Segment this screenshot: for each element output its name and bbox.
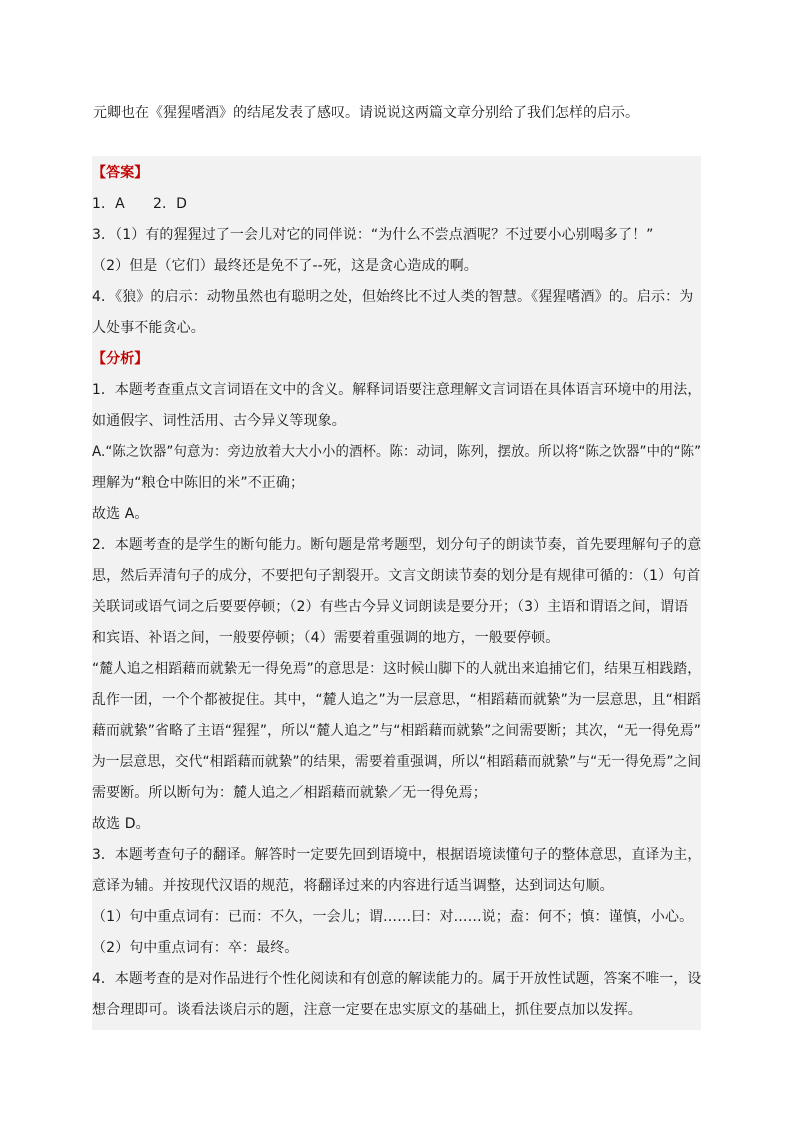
analysis-line-12: 藉而就絷”省略了主语“猩猩”，所以“麓人追之”与“相蹈藉而就絷”之间需要断；其次，“无一得免焉” [92,723,702,739]
analysis-line-17: 意译为辅。并按现代汉语的规范，将翻译过来的内容进行适当调整，达到词达句顺。 [92,878,614,894]
question-text: 元卿也在《猩猩嗜酒》的结尾发表了感叹。请说说这两篇文章分别给了我们怎样的启示。 [93,105,639,121]
analysis-line-11: 乱作一团，一个个都被捉住。其中，“麓人追之”为一层意思，“相蹈藉而就絷”为一层意思，且“相蹈 [92,692,701,708]
analysis-heading: 【分析】 [92,351,149,367]
analysis-line-5: 故选 A。 [92,506,149,522]
analysis-line-10: “麓人追之相蹈藉而就絷无一得免焉”的意思是：这时候山脚下的人就出来追捕它们，结果互相践踏， [92,661,702,677]
analysis-line-4: 理解为“粮仓中陈旧的米”不正确； [92,475,305,491]
analysis-line-9: 和宾语、补语之间，一般要停顿；（4）需要着重强调的地方，一般要停顿。 [92,630,560,646]
analysis-line-13: 为一层意思，交代“相蹈藉而就絷”的结果，需要着重强调，所以“相蹈藉而就絷”与“无一得免焉”之间 [92,754,702,770]
analysis-line-19: （2）句中重点词有：卒：最终。 [92,940,299,956]
answer-analysis-box [92,156,701,1030]
analysis-line-15: 故选 D。 [92,816,150,832]
analysis-line-21: 想合理即可。谈看法谈启示的题，注意一定要在忠实原文的基础上，抓住要点加以发挥。 [92,1002,642,1018]
answer-heading: 【答案】 [92,165,149,181]
analysis-line-14: 需要断。所以断句为：麓人追之／相蹈藉而就絷／无一得免焉； [92,785,487,801]
answer-line-5: 人处事不能贪心。 [92,320,205,336]
answer-line-2: 3．（1）有的猩猩过了一会儿对它的同伴说：“为什么不尝点酒呢？不过要小心别喝多了！” [92,227,654,243]
answer-line-1: 1．A 2．D [92,196,187,212]
answer-line-4: 4．《狼》的启示：动物虽然也有聪明之处，但始终比不过人类的智慧。《猩猩嗜酒》的。启示：为 [92,289,694,305]
analysis-line-6: 2．本题考查的是学生的断句能力。断句题是常考题型，划分句子的朗读节奏，首先要理解句子的意 [92,537,702,553]
analysis-line-16: 3．本题考查句子的翻译。解答时一定要先回到语境中，根据语境读懂句子的整体意思，直译为主， [92,847,702,863]
analysis-line-18: （1）句中重点词有：已而：不久，一会儿；谓……曰：对……说；盍：何不；慎：谨慎，小心。 [92,909,694,925]
analysis-line-20: 4．本题考查的是对作品进行个性化阅读和有创意的解读能力的。属于开放性试题，答案不唯一，设 [92,971,702,987]
analysis-line-1: 1．本题考查重点文言词语在文中的含义。解释词语要注意理解文言词语在具体语言环境中的用法， [92,382,702,398]
analysis-line-7: 思，然后弄清句子的成分，不要把句子割裂开。文言文朗读节奏的划分是有规律可循的：（1）句首 [92,568,701,584]
analysis-line-8: 关联词或语气词之后要要停顿；（2）有些古今异义词朗读是要分开；（3）主语和谓语之间，谓语 [92,599,689,615]
answer-line-3: （2）但是（它们）最终还是免不了--死，这是贪心造成的啊。 [92,258,478,274]
analysis-line-3: A.“陈之饮器”句意为：旁边放着大大小小的酒杯。陈：动词，陈列，摆放。所以将“陈之饮器”中的“陈” [92,444,702,460]
analysis-line-2: 如通假字、词性活用、古今异义等现象。 [92,413,346,429]
